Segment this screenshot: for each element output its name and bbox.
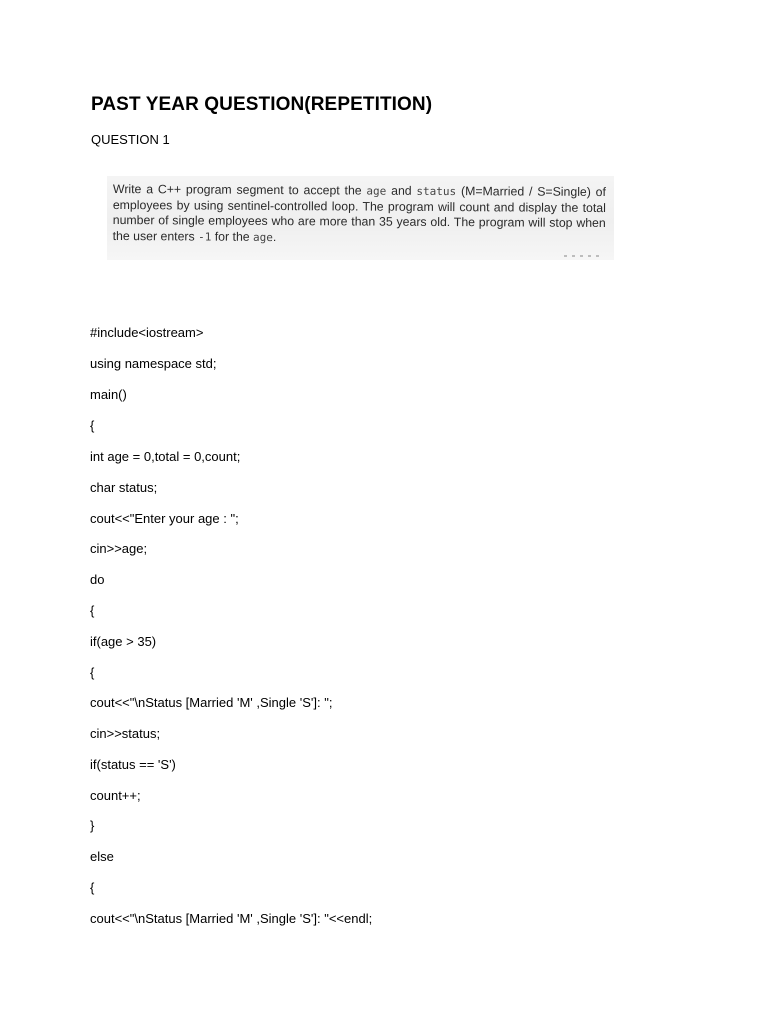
question-text-part: and [386,183,417,198]
code-line: if(age > 35) [90,634,157,649]
code-line: cin>>status; [90,726,161,741]
code-line: { [90,665,95,680]
code-line: int age = 0,total = 0,count; [90,449,241,464]
question-text-part: (M=Married / S=Single) of employees by using sentinel-controlled loop. The program will count and display the total number of single employees who are more than 35 years old. The program will stop when the user enters [112,184,606,244]
code-line: count++; [90,788,141,803]
question-code-term: age [253,230,273,244]
code-line: using namespace std; [90,356,217,371]
question-image [107,176,614,260]
question-code-term: status [416,184,457,199]
code-line: cout<<"\nStatus [Married 'M' ,Single 'S']: "<<endl; [90,911,373,926]
code-line: #include<iostream> [90,325,204,340]
code-line: else [90,849,114,864]
code-line: if(status == 'S') [90,757,176,772]
question-text [113,182,606,247]
code-line: } [90,818,95,833]
page-title: PAST YEAR QUESTION(REPETITION) [91,94,433,115]
code-line: { [90,418,95,433]
code-line: cout<<"\nStatus [Married 'M' ,Single 'S']: "; [90,695,333,710]
code-line: { [90,603,95,618]
question-code-term: -1 [198,230,212,244]
scan-artifact [564,255,600,257]
question-text-part: for the [211,229,254,244]
question-text-part: . [272,229,277,244]
code-line: char status; [90,480,158,495]
question-label: QUESTION 1 [91,132,170,147]
question-text-part: Write a C++ program segment to accept the [112,182,367,198]
code-line: main() [90,387,127,402]
code-line: cout<<"Enter your age : "; [90,511,239,526]
question-code-term: age [366,184,387,198]
code-line: do [90,572,105,587]
code-line: { [90,880,95,895]
code-line: cin>>age; [90,541,148,556]
